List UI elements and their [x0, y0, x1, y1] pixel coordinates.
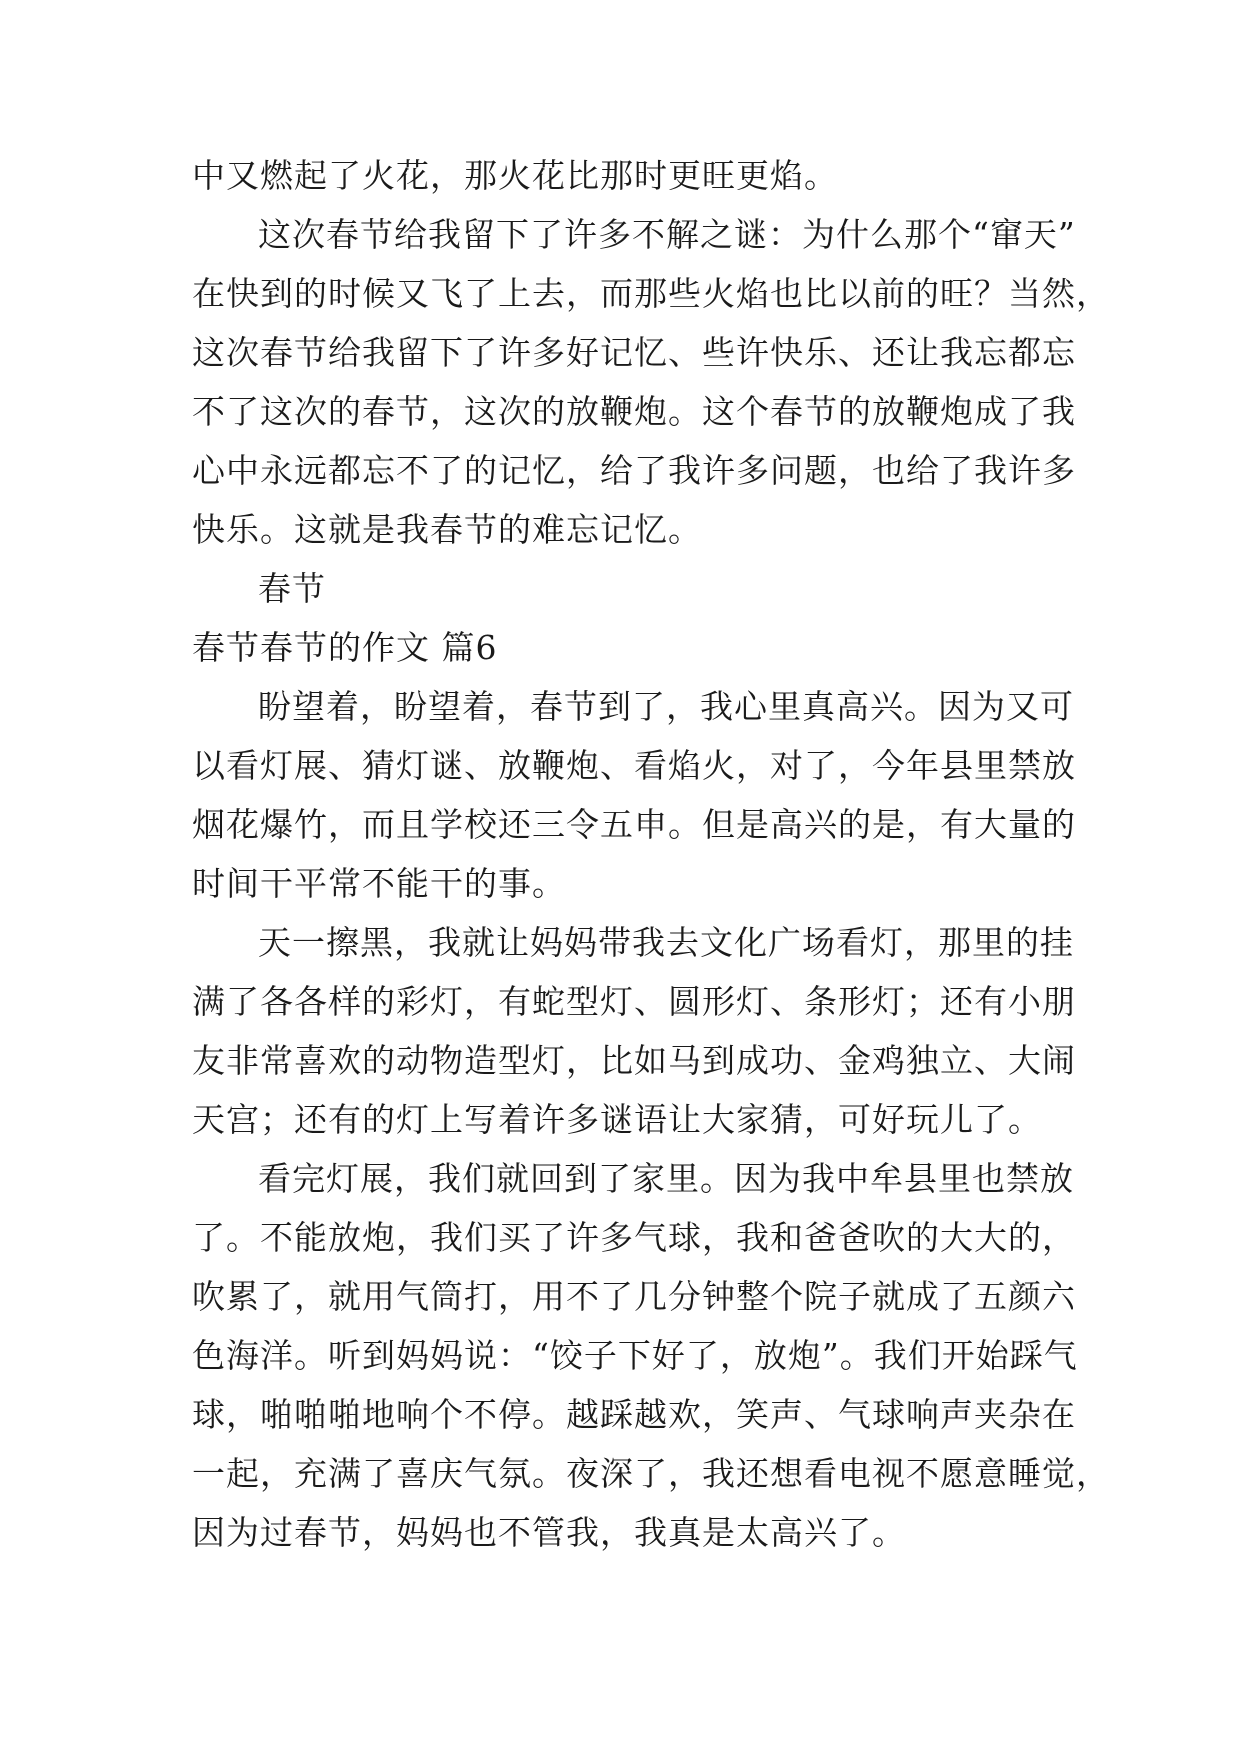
text-line: 烟花爆竹，而且学校还三令五申。但是高兴的是，有大量的	[192, 805, 1076, 844]
text-line: 天一擦黑，我就让妈妈带我去文化广场看灯，那里的挂	[258, 923, 1074, 962]
text-line: 盼望着，盼望着，春节到了，我心里真高兴。因为又可	[258, 687, 1074, 726]
text-line: 不了这次的春节，这次的放鞭炮。这个春节的放鞭炮成了我	[192, 392, 1076, 431]
text-line: 时间干平常不能干的事。	[192, 864, 566, 903]
section-label: 春节	[258, 569, 326, 608]
text-line: 满了各各样的彩灯，有蛇型灯、圆形灯、条形灯；还有小朋	[192, 982, 1076, 1021]
text-line: 在快到的时候又飞了上去，而那些火焰也比以前的旺？当然，	[192, 274, 1110, 313]
document-body	[192, 146, 1110, 1562]
text-line: 一起，充满了喜庆气氛。夜深了，我还想看电视不愿意睡觉，	[192, 1454, 1110, 1493]
text-line: 这次春节给我留下了许多好记忆、些许快乐、还让我忘都忘	[192, 333, 1076, 372]
text-line: 快乐。这就是我春节的难忘记忆。	[192, 510, 702, 549]
text-line: 吹累了，就用气筒打，用不了几分钟整个院子就成了五颜六	[192, 1277, 1076, 1316]
text-line: 中又燃起了火花，那火花比那时更旺更焰。	[192, 156, 838, 195]
text-line: 色海洋。听到妈妈说：“饺子下好了，放炮”。我们开始踩气	[192, 1336, 1078, 1375]
text-line: 以看灯展、猜灯谜、放鞭炮、看焰火，对了，今年县里禁放	[192, 746, 1076, 785]
text-line: 看完灯展，我们就回到了家里。因为我中牟县里也禁放	[258, 1159, 1074, 1198]
text-line: 这次春节给我留下了许多不解之谜：为什么那个“窜天”	[258, 215, 1076, 254]
text-line: 天宫；还有的灯上写着许多谜语让大家猜，可好玩儿了。	[192, 1100, 1042, 1139]
text-line: 球，啪啪啪地响个不停。越踩越欢，笑声、气球响声夹杂在	[192, 1395, 1076, 1434]
text-line: 因为过春节，妈妈也不管我，我真是太高兴了。	[192, 1513, 906, 1552]
text-line: 心中永远都忘不了的记忆，给了我许多问题，也给了我许多	[192, 451, 1076, 490]
section-heading: 春节春节的作文 篇6	[192, 628, 498, 667]
text-line: 了。不能放炮，我们买了许多气球，我和爸爸吹的大大的，	[192, 1218, 1076, 1257]
text-line: 友非常喜欢的动物造型灯，比如马到成功、金鸡独立、大闹	[192, 1041, 1076, 1080]
